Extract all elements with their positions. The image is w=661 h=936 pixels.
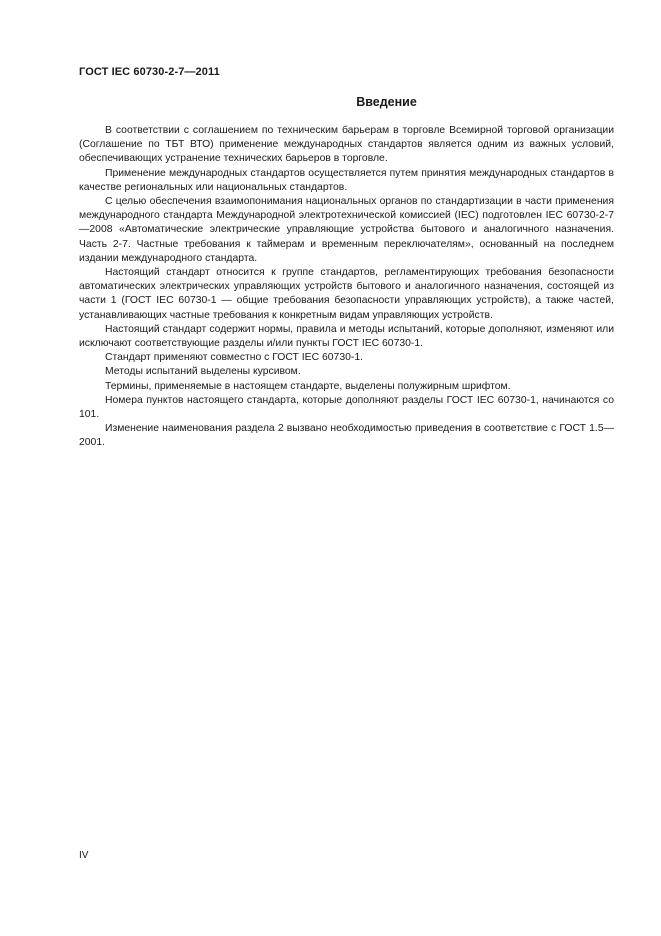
- paragraph-terms-bold: Термины, применяемые в настоящем стандарте, выделены полужирным шрифтом.: [105, 380, 511, 392]
- paragraph-clause-numbering: Номера пунктов настоящего стандарта, которые дополняют разделы ГОСТ IEC 60730-1, начинаются со 101.: [79, 394, 614, 421]
- paragraph-norms-and-methods: Настоящий стандарт содержит нормы, правила и методы испытаний, которые дополняют, изменяют или исключают соответствующие разделы и/или пункты ГОСТ IEC 60730-1.: [79, 323, 614, 350]
- paragraph-test-methods-italic: Методы испытаний выделены курсивом.: [105, 366, 301, 378]
- section-title-introduction: Введение: [356, 95, 417, 109]
- paragraph-wto-agreement: В соответствии с соглашением по техническим барьерам в торговле Всемирной торговой организации (Соглашение по ТБТ ВТО) применение международных стандартов является одним из важных условий, обеспечивающих устранение технических барьеров в торговле.: [79, 125, 614, 165]
- paragraph-section-rename: Изменение наименования раздела 2 вызвано необходимостью приведения в соответствие с ГОСТ 1.5—2001.: [79, 423, 614, 449]
- paragraph-standard-group: Настоящий стандарт относится к группе стандартов, регламентирующих требования безопасности автоматических электрических управляющих устройств бытового и аналогичного назначения, состоящей из части 1 (ГОСТ IEC 60730-1 — общие требования безопасности управляющих устройств), а также частей, устанавливающих частные требования к конкретным видам управляющих устройств.: [79, 267, 614, 321]
- document-code-header: ГОСТ IEC 60730-2-7—2011: [79, 66, 220, 78]
- paragraph-mutual-understanding: С целью обеспечения взаимопонимания национальных органов по стандартизации в части применения международного стандарта Международной электротехнической комиссией (IEC) подготовлен IEC 60730-2-7—2008 «Автоматические электрические управляющие устройства бытового и аналогичного назначения. Часть 2-7. Частные требования к таймерам и временным переключателям», основанный на последнем издании международного стандарта.: [79, 196, 614, 264]
- paragraph-used-jointly: Стандарт применяют совместно с ГОСТ IEC 60730-1.: [105, 352, 364, 364]
- page-number: IV: [79, 850, 89, 861]
- paragraph-application-of-standards: Применение международных стандартов осуществляется путем принятия международных стандартов в качестве региональных или национальных стандартов.: [79, 167, 614, 193]
- introduction-body: [79, 124, 614, 451]
